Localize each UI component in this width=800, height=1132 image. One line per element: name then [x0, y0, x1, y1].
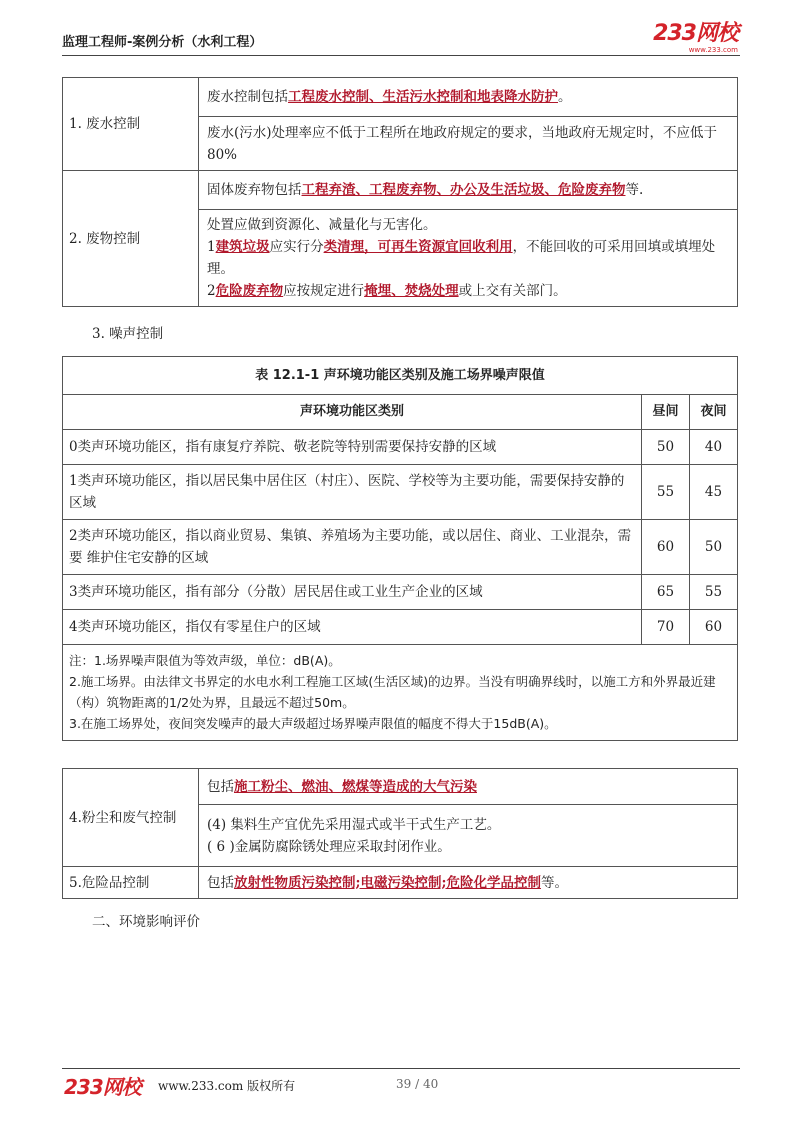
table-row [63, 171, 738, 210]
table-row [63, 610, 738, 645]
highlighted-term: 建筑垃圾 [215, 239, 270, 255]
highlighted-term: 施工粉尘、燃油、燃煤等造成的大气污染 [234, 778, 477, 795]
waste-control-table [62, 77, 738, 307]
description-cell [199, 867, 738, 899]
page-footer [62, 1068, 740, 1108]
zone-description-cell: 3类声环境功能区，指有部分（分散）居民居住或工业生产企业的区域 [63, 575, 642, 610]
table-caption: 表 12.1-1 声环境功能区类别及施工场界噪声限值 [63, 357, 738, 395]
table-row [63, 465, 738, 520]
highlighted-term: 掩埋、焚烧处理 [364, 283, 459, 299]
column-header-day: 昼间 [642, 395, 690, 430]
text-segment: 或上交有关部门。 [458, 283, 567, 299]
section-two-heading: 二、环境影响评价 [92, 914, 200, 930]
text-segment: ( 6 )金属防腐除锈处理应采取封闭作业。 [207, 838, 451, 855]
description-cell [199, 117, 738, 171]
note-line: 2.施工场界。由法律文书界定的水电水利工程施工区域(生活区域)的边界。当没有明确界线时，以施工方和外界最近建（构）筑物距离的1/2处为界，且最远不超过50m。 [69, 674, 716, 710]
text-segment: 废水控制包括 [207, 89, 288, 105]
document-title: 监理工程师-案例分析（水利工程） [62, 35, 263, 50]
day-limit-cell: 55 [642, 465, 690, 520]
text-segment: 包括 [207, 874, 234, 891]
description-cell [199, 78, 738, 117]
table-row [63, 78, 738, 117]
noise-section-heading: 3. 噪声控制 [92, 326, 164, 342]
category-cell: 2. 废物控制 [63, 171, 199, 307]
table-notes-row [63, 645, 738, 741]
day-limit-cell: 65 [642, 575, 690, 610]
description-cell [199, 210, 738, 307]
highlighted-term: 放射性物质污染控制;电磁污染控制;危险化学品控制 [234, 874, 541, 891]
description-cell [199, 171, 738, 210]
text-segment: (4) 集料生产宜优先采用湿式或半干式生产工艺。 [207, 816, 501, 833]
note-line: 注：1.场界噪声限值为等效声级，单位：dB(A)。 [69, 653, 341, 668]
description-cell [199, 805, 738, 867]
page-number: 39 / 40 [396, 1077, 439, 1091]
description-cell [199, 769, 738, 805]
logo-url: www.233.com [688, 46, 738, 54]
text-line [207, 236, 729, 280]
zone-description-cell: 2类声环境功能区，指以商业贸易、集镇、养殖场为主要功能，或以居住、商业、工业混杂，需要 维护住宅安静的区域 [63, 520, 642, 575]
brand-logo [653, 22, 738, 54]
highlighted-term: 类清理，可再生资源宜回收利用 [323, 239, 513, 255]
day-limit-cell: 60 [642, 520, 690, 575]
category-cell: 4.粉尘和废气控制 [63, 769, 199, 867]
category-cell: 1. 废水控制 [63, 78, 199, 171]
zone-description-cell: 1类声环境功能区，指以居民集中居住区（村庄）、医院、学校等为主要功能，需要保持安静的区域 [63, 465, 642, 520]
table-row [63, 867, 738, 899]
table-row [63, 430, 738, 465]
night-limit-cell: 50 [690, 520, 738, 575]
text-segment: 包括 [207, 778, 234, 795]
text-segment: ，不能回收的可采用回填或填埋处理。 [207, 239, 716, 277]
text-line [207, 836, 729, 858]
day-limit-cell: 70 [642, 610, 690, 645]
text-segment: 应按规定进行 [283, 283, 365, 299]
text-segment: 废水(污水)处理率应不低于工程所在地政府规定的要求，当地政府无规定时，不应低于 80% [207, 124, 718, 163]
night-limit-cell: 45 [690, 465, 738, 520]
note-line: 3.在施工场界处，夜间突发噪声的最大声级超过场界噪声限值的幅度不得大于15dB(A)。 [69, 716, 557, 731]
night-limit-cell: 60 [690, 610, 738, 645]
table-row [63, 520, 738, 575]
text-line [207, 814, 729, 836]
text-segment: 处置应做到资源化、减量化与无害化。 [207, 217, 437, 233]
dust-hazard-control-table [62, 768, 738, 899]
logo-text: 233网校 [653, 21, 738, 46]
day-limit-cell: 50 [642, 430, 690, 465]
table-notes [63, 645, 738, 741]
zone-description-cell: 4类声环境功能区，指仅有零星住户的区域 [63, 610, 642, 645]
text-segment: 1 [207, 239, 216, 255]
highlighted-term: 工程弃渣、工程废弃物、办公及生活垃圾、危险废弃物 [301, 182, 626, 198]
footer-logo: 233网校 [64, 1075, 141, 1099]
page-header [62, 22, 740, 56]
text-segment: 等。 [540, 874, 568, 891]
zone-description-cell: 0类声环境功能区，指有康复疗养院、敬老院等特别需要保持安静的区域 [63, 430, 642, 465]
highlighted-term: 工程废水控制、生活污水控制和地表降水防护 [288, 89, 558, 105]
text-line [207, 214, 729, 236]
footer-copyright: www.233.com 版权所有 [158, 1079, 296, 1093]
table-row [63, 575, 738, 610]
text-segment: 固体废弃物包括 [207, 182, 302, 198]
text-segment: 。 [558, 89, 572, 105]
column-header-zone: 声环境功能区类别 [63, 395, 642, 430]
noise-limit-table [62, 356, 738, 741]
category-cell: 5.危险品控制 [63, 867, 199, 899]
text-line [207, 280, 729, 302]
text-segment: 等. [625, 182, 644, 198]
text-segment: 2 [207, 283, 216, 299]
highlighted-term: 危险废弃物 [215, 283, 284, 299]
table-row [63, 769, 738, 805]
night-limit-cell: 55 [690, 575, 738, 610]
column-header-night: 夜间 [690, 395, 738, 430]
night-limit-cell: 40 [690, 430, 738, 465]
text-segment: 应实行分 [269, 239, 324, 255]
